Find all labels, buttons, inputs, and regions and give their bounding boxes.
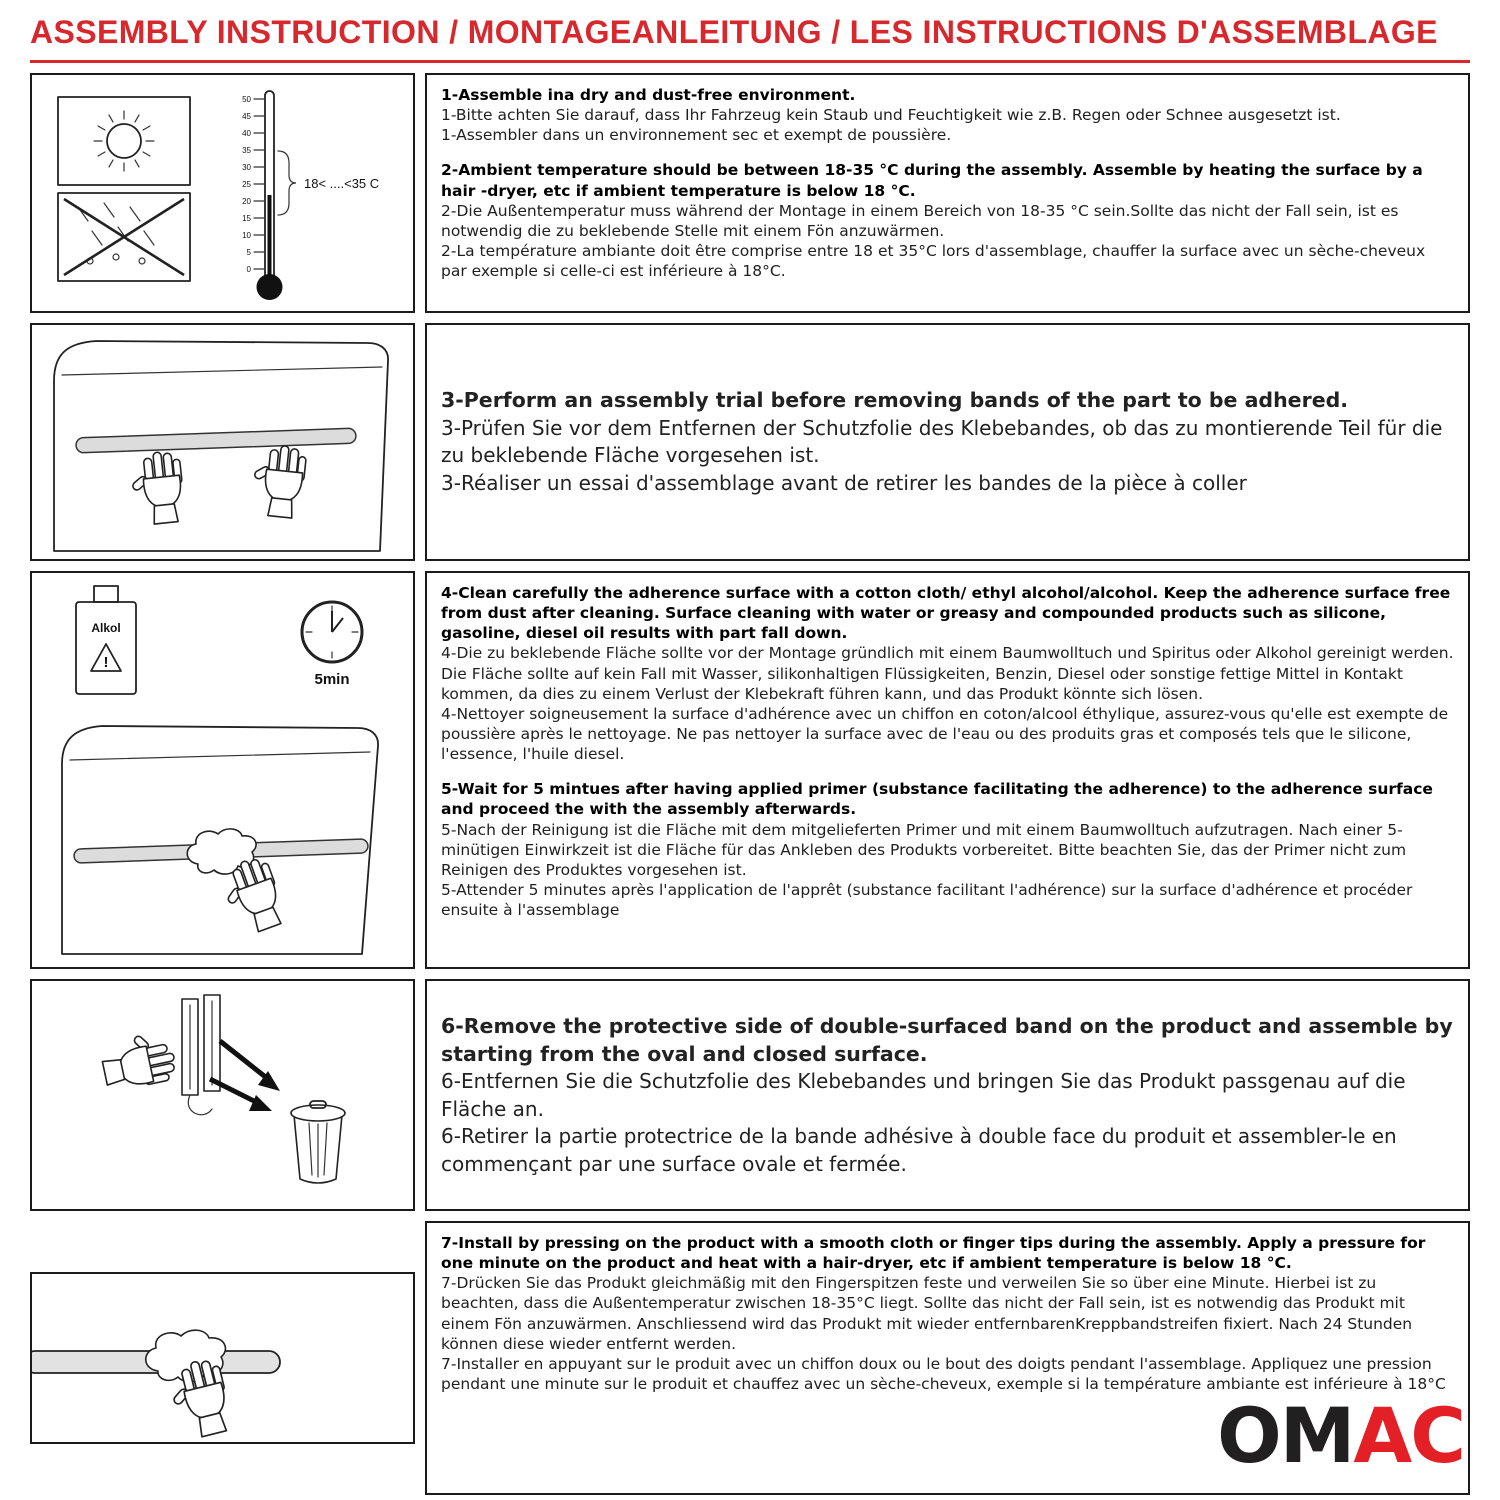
assembly-trial-figure: [32, 325, 413, 559]
step-1-text-de: 1-Bitte achten Sie darauf, dass Ihr Fahrzeug kein Staub und Feuchtigkeit wie z.B. Regen oder Schnee ausgesetzt ist.: [441, 106, 1341, 125]
row-step-3: [30, 323, 1470, 561]
step-5-text-fr: 5-Attender 5 minutes après l'application de l'apprêt (substance facilitant l'adhérence) sur la surface d'adhérence et procéder ensuite à l'assemblage: [441, 880, 1413, 920]
thermometer-icon: [242, 91, 379, 300]
instruction-rows: [30, 73, 1470, 1495]
svg-text:0: 0: [246, 265, 251, 274]
step-7-text-de: 7-Drücken Sie das Produkt gleichmäßig mit den Fingerspitzen feste und verweilen Sie so über eine Minute. Hierbei ist zu beachten, dass die Außentemperatur zwischen 18-35°C liegt. Sollte das nicht der Fall sein, ist es notwendig das Produkt mit einem Fön anzuwärmen. Anschliessend wird das Produkt mit wieder entfernbarenKreppbandstreifen fixiert. Nach 24 Stunden können diese wieder entfernt werden.: [441, 1274, 1413, 1353]
sun-icon: [94, 111, 154, 171]
omac-logo-black-letters: OM: [1217, 1391, 1354, 1480]
step-2-text-fr: 2-La température ambiante doit être comprise entre 18 et 35°C lors d'assemblage, chauffer la surface avec un sèche-cheveux par exemple si celle-ci est inférieure à 18°C.: [441, 241, 1426, 281]
svg-text:30: 30: [242, 163, 251, 172]
svg-text:45: 45: [242, 112, 251, 121]
clean-surface-figure: [32, 574, 413, 966]
alcohol-label: Alkol: [91, 621, 121, 635]
step-2-text-en: 2-Ambient temperature should be between 18-35 °C during the assembly. Assemble by heating the surface by a hair -dryer, etc if ambient temperature is below 18 °C.: [441, 161, 1423, 200]
step-1-text-en: 1-Assemble ina dry and dust-free environment.: [441, 86, 856, 104]
step-3-text-de: 3-Prüfen Sie vor dem Entfernen der Schutzfolie des Klebebandes, ob das zu montierende Teil für die zu beklebende Fläche vorgesehen ist.: [441, 415, 1443, 468]
trash-can-icon: [291, 1101, 345, 1183]
svg-text:40: 40: [242, 129, 251, 138]
figure-press-product: [30, 1272, 415, 1444]
step-4-text-en: 4-Clean carefully the adherence surface with a cotton cloth/ ethyl alcohol/alcohol. Keep the adherence surface free from dust after cleaning. Surface cleaning with water or greasy and compounded products such as silicone, gasoline, diesel oil results with part fall down.: [441, 584, 1451, 643]
step-3-text-fr: 3-Réaliser un essai d'assemblage avant de retirer les bandes de la pièce à coller: [441, 470, 1247, 495]
step-2-text-de: 2-Die Außentemperatur muss während der Montage in einem Bereich von 18-35 °C sein.Sollte das nicht der Fall sein, ist es notwendig die zu beklebende Stelle mit einem Fön anzuwärmen.: [441, 201, 1399, 240]
svg-text:25: 25: [242, 180, 251, 189]
environment-temperature-figure: [32, 75, 413, 311]
warning-mark: !: [103, 654, 109, 671]
svg-text:5: 5: [246, 248, 251, 257]
alcohol-bottle-icon: [76, 586, 136, 694]
remove-band-figure: [32, 981, 413, 1209]
text-steps-1-2: [425, 73, 1470, 313]
row-step-6: [30, 979, 1470, 1211]
clock-duration-label: 5min: [314, 671, 350, 688]
hand-icon: [98, 1028, 178, 1092]
svg-text:20: 20: [242, 197, 251, 206]
step-6-text-fr: 6-Retirer la partie protectrice de la bande adhésive à double face du produit et assembler-le en commençant par une surface ovale et fermée.: [441, 1124, 1397, 1176]
step-5-text-en: 5-Wait for 5 mintues after having applied primer (substance facilitating the adherence) to the adherence surface and proceed the with the assembly afterwards.: [441, 780, 1433, 819]
step-1-text-fr: 1-Assembler dans un environnement sec et exempt de poussière.: [441, 126, 952, 145]
rain-icon: [78, 203, 154, 264]
clock-icon: [302, 602, 362, 688]
step-7-text-en: 7-Install by pressing on the product with a smooth cloth or finger tips during the assembly. Apply a pressure for one minute on the product and heat with a hair-dryer, etc if ambient temperature is below 18 °C.: [441, 1234, 1426, 1273]
cross-out-icon: [64, 199, 184, 275]
text-step-6: [425, 979, 1470, 1211]
title-divider: [30, 60, 1470, 63]
header: [30, 14, 1470, 63]
svg-text:15: 15: [242, 214, 251, 223]
svg-text:50: 50: [242, 95, 251, 104]
step-5-text-de: 5-Nach der Reinigung ist die Fläche mit dem mitgelieferten Primer und mit einem Baumwolltuch aufzutragen. Nach einer 5-minütigen Einwirkzeit ist die Fläche für das Ankleben des Produkts vorbereitet. Bitte beachten Sie, das der Primer nicht zum Reinigen des Produktes vorgesehen ist.: [441, 820, 1407, 879]
text-steps-4-5: [425, 571, 1470, 969]
adhesive-bands: [182, 995, 220, 1115]
spacer: [441, 764, 1454, 779]
omac-logo: [1217, 1391, 1464, 1480]
spacer: [441, 145, 1454, 160]
step-4-text-de: 4-Die zu beklebende Fläche sollte vor der Montage gründlich mit einem Baumwolltuch und Spiritus oder Alkohol gereinigt werden. Die Fläche sollte auf kein Fall mit Wasser, silikonhaltigen Flüssigkeiten, Benzin, Diesel oder sonstige fettige Mittel in Kontakt kommen, da dies zu einem Verlust der Klebekraft führen kann, und das Produkt könnte sich lösen.: [441, 644, 1454, 703]
svg-text:35: 35: [242, 146, 251, 155]
hand-icon: [249, 443, 307, 519]
figure-clean-surface: [30, 571, 415, 969]
figure-remove-band: [30, 979, 415, 1211]
omac-logo-red-letters: AC: [1353, 1391, 1464, 1480]
no-rain-box: [58, 193, 190, 281]
text-step-3: [425, 323, 1470, 561]
row-steps-1-2: [30, 73, 1470, 313]
temperature-range-label: 18< ....<35 C: [304, 176, 380, 191]
step-6-text-en: 6-Remove the protective side of double-surfaced band on the product and assemble by starting from the oval and closed surface.: [441, 1013, 1453, 1066]
step-4-text-fr: 4-Nettoyer soigneusement la surface d'adhérence avec un chiffon en coton/alcool éthylique, assurez-vous qu'elle est exempte de poussière après le nettoyage. Ne pas nettoyer la surface avec de l'eau ou des produits gras et composés tels que le silicone, l'essence, l'huile diesel.: [441, 704, 1449, 764]
trim-strip: [76, 428, 356, 453]
press-product-figure: [32, 1275, 413, 1441]
step-3-text-en: 3-Perform an assembly trial before removing bands of the part to be adhered.: [441, 388, 1349, 413]
figure-environment-temperature: [30, 73, 415, 313]
sun-box: [58, 97, 190, 185]
step-7-text-fr: 7-Installer en appuyant sur le produit avec un chiffon doux ou le bout des doigts pendant l'assemblage. Appliquez une pression pendant une minute sur le produit et chauffez avec un sèche-cheveux, exemple si la température ambiante est inférieure à 18°C: [441, 1354, 1446, 1393]
hand-icon: [128, 450, 186, 526]
step-6-text-de: 6-Entfernen Sie die Schutzfolie des Klebebandes und bringen Sie das Produkt passgenau auf die Fläche an.: [441, 1069, 1406, 1121]
row-steps-4-5: [30, 571, 1470, 969]
page-title: ASSEMBLY INSTRUCTION / MONTAGEANLEITUNG / LES INSTRUCTIONS D'ASSEMBLAGE: [30, 14, 1438, 50]
figure-assembly-trial: [30, 323, 415, 561]
svg-text:10: 10: [242, 231, 251, 240]
